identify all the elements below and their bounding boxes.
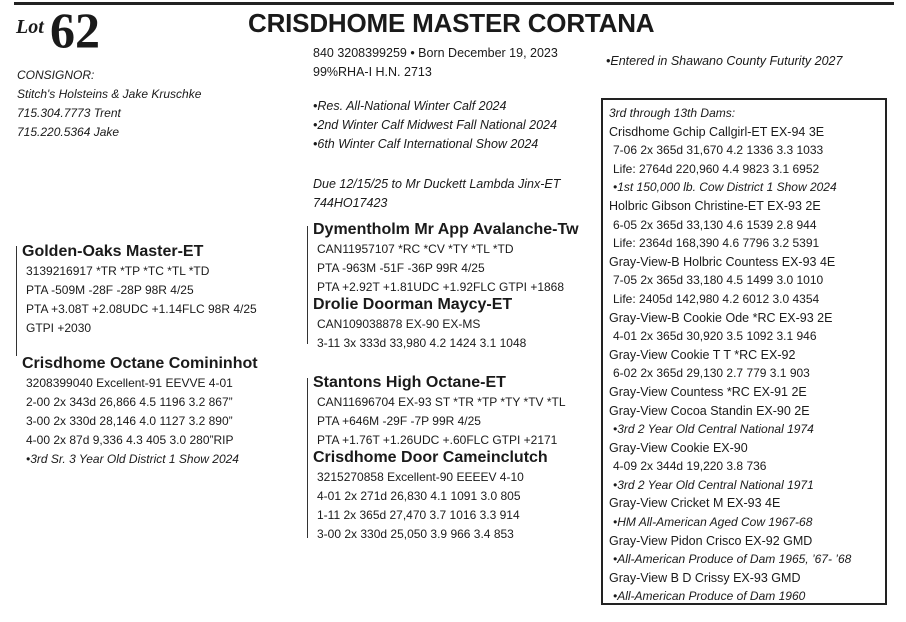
- dam-line: 4-00 2x 87d 9,336 4.3 405 3.0 280”RIP: [26, 433, 234, 447]
- dam-dam-line: 3-00 2x 330d 25,050 3.9 966 3.4 853: [317, 527, 514, 541]
- sire-dam-name: Drolie Doorman Maycy-ET: [313, 296, 513, 313]
- dam-note: •3rd Sr. 3 Year Old District 1 Show 2024: [26, 452, 239, 466]
- ancestor-dam-record: Life: 2364d 168,390 4.6 7796 3.2 5391: [613, 236, 820, 251]
- sire-name: Golden-Oaks Master-ET: [22, 243, 204, 260]
- ancestor-dam-name: Gray-View Pidon Crisco EX-92 GMD: [609, 533, 813, 548]
- sire-line: 3139216917 *TR *TP *TC *TL *TD: [26, 264, 210, 278]
- futurity-note: •Entered in Shawano County Futurity 2027: [606, 54, 843, 68]
- ancestor-dam-name: Gray-View Cocoa Standin EX-90 2E: [609, 403, 810, 418]
- ancestor-dam-record: 6-05 2x 365d 33,130 4.6 1539 2.8 944: [613, 217, 817, 232]
- ancestor-dam-name: Gray-View Cricket M EX-93 4E: [609, 496, 781, 511]
- ancestor-dam-name: Crisdhome Gchip Callgirl-ET EX-94 3E: [609, 124, 825, 139]
- sire-dam-block: [313, 295, 526, 353]
- honors-list: [313, 97, 557, 154]
- dam-line: 2-00 2x 343d 26,866 4.5 1196 3.2 867”: [26, 395, 233, 409]
- sire-line: PTA +3.08T +2.08UDC +1.14FLC 98R 4/25: [26, 302, 257, 316]
- sire-bracket: [16, 246, 17, 356]
- ancestor-dam-record: Life: 2405d 142,980 4.2 6012 3.0 4354: [613, 291, 820, 306]
- ancestor-dam-record: 4-01 2x 365d 30,920 3.5 1092 3.1 946: [613, 329, 817, 344]
- ancestor-dams-list: [609, 104, 851, 606]
- ancestor-dams-header: 3rd through 13th Dams:: [609, 106, 736, 120]
- sire-sire-line: PTA -963M -51F -36P 99R 4/25: [317, 261, 485, 275]
- animal-id-born: 840 3208399259 • Born December 19, 2023: [313, 46, 558, 60]
- honor-item: •6th Winter Calf International Show 2024: [313, 137, 539, 151]
- ancestor-dam-honor: •All-American Produce of Dam 1965, ’67- ’68: [613, 552, 852, 567]
- honor-item: •2nd Winter Calf Midwest Fall National 2024: [313, 118, 557, 132]
- dam-sire-line: PTA +646M -29F -7P 99R 4/25: [317, 414, 481, 428]
- dam-sire-line: PTA +1.76T +1.26UDC +.60FLC GTPI +2171: [317, 433, 558, 447]
- ancestor-dam-name: Gray-View B D Crissy EX-93 GMD: [609, 570, 801, 585]
- sire-line: GTPI +2030: [26, 321, 92, 335]
- sire-sire-name: Dymentholm Mr App Avalanche-Tw: [313, 221, 579, 238]
- sire-dam-line: 3-11 3x 333d 33,980 4.2 1424 3.1 1048: [317, 336, 527, 350]
- consignor-phone-trent: 715.304.7773 Trent: [17, 106, 121, 120]
- dam-dam-line: 4-01 2x 271d 26,830 4.1 1091 3.0 805: [317, 489, 521, 503]
- dam-block: [22, 354, 258, 469]
- ancestor-dam-honor: •3rd 2 Year Old Central National 1971: [613, 477, 814, 492]
- top-rule: [14, 2, 894, 5]
- dam-dam-name: Crisdhome Door Cameinclutch: [313, 449, 548, 466]
- ancestor-dam-honor: •3rd 2 Year Old Central National 1974: [613, 422, 814, 437]
- sire-block: [22, 242, 257, 338]
- sire-dam-line: CAN109038878 EX-90 EX-MS: [317, 317, 481, 331]
- dam-sire-name: Stantons High Octane-ET: [313, 374, 506, 391]
- due-date: Due 12/15/25 to Mr Duckett Lambda Jinx-ET: [313, 177, 561, 191]
- animal-id-block: [313, 44, 558, 82]
- ancestor-dam-record: 7-05 2x 365d 33,180 4.5 1499 3.0 1010: [613, 273, 824, 288]
- ancestor-dam-honor: •HM All-American Aged Cow 1967-68: [613, 515, 813, 530]
- ancestor-dam-record: 6-02 2x 365d 29,130 2.7 779 3.1 903: [613, 366, 810, 381]
- dam-line: 3-00 2x 330d 28,146 4.0 1127 3.2 890”: [26, 414, 233, 428]
- animal-title: CRISDHOME MASTER CORTANA: [248, 8, 655, 38]
- dam-sire-block: [313, 373, 566, 450]
- dam-dam-block: [313, 448, 548, 544]
- ancestor-dam-record: Life: 2764d 220,960 4.4 9823 3.1 6952: [613, 161, 820, 176]
- ancestor-dam-name: Holbric Gibson Christine-ET EX-93 2E: [609, 198, 821, 213]
- sire-sire-block: [313, 220, 579, 297]
- animal-rha: 99%RHA-I H.N. 2713: [313, 65, 432, 79]
- due-code: 744HO17423: [313, 196, 388, 210]
- ancestor-dam-honor: •All-American Produce of Dam 1960: [613, 589, 806, 604]
- lot-label: Lot: [16, 16, 44, 38]
- dam-sire-line: CAN11696704 EX-93 ST *TR *TP *TY *TV *TL: [317, 395, 566, 409]
- ancestor-dam-name: Gray-View Cookie EX-90: [609, 440, 748, 455]
- consignor-phone-jake: 715.220.5364 Jake: [17, 125, 120, 139]
- honor-item: •Res. All-National Winter Calf 2024: [313, 99, 507, 113]
- dam-dam-line: 1-11 2x 365d 27,470 3.7 1016 3.3 914: [317, 508, 520, 522]
- lot-number: 62: [50, 2, 100, 58]
- ancestor-dam-record: 7-06 2x 365d 31,670 4.2 1336 3.3 1033: [613, 143, 824, 158]
- ancestor-dam-name: Gray-View-B Holbric Countess EX-93 4E: [609, 254, 836, 269]
- consignor-label: CONSIGNOR:: [17, 68, 95, 82]
- consignor-block: [17, 66, 201, 142]
- due-block: [313, 175, 560, 213]
- sire-sire-line: PTA +2.92T +1.81UDC +1.92FLC GTPI +1868: [317, 280, 565, 294]
- dam-sire-bracket: [307, 378, 308, 538]
- dam-dam-line: 3215270858 Excellent-90 EEEEV 4-10: [317, 470, 524, 484]
- ancestor-dam-name: Gray-View-B Cookie Ode *RC EX-93 2E: [609, 310, 833, 325]
- ancestor-dam-record: 4-09 2x 344d 19,220 3.8 736: [613, 459, 767, 474]
- sire-line: PTA -509M -28F -28P 98R 4/25: [26, 283, 194, 297]
- sire-sire-bracket: [307, 226, 308, 344]
- consignor-names: Stitch's Holsteins & Jake Kruschke: [17, 87, 202, 101]
- dam-line: 3208399040 Excellent-91 EEVVE 4-01: [26, 376, 233, 390]
- dam-name: Crisdhome Octane Comininhot: [22, 355, 258, 372]
- ancestor-dams-box: [601, 98, 887, 605]
- ancestor-dam-honor: •1st 150,000 lb. Cow District 1 Show 2024: [613, 180, 837, 195]
- sire-sire-line: CAN11957107 *RC *CV *TY *TL *TD: [317, 242, 514, 256]
- ancestor-dam-name: Gray-View Cookie T T *RC EX-92: [609, 347, 796, 362]
- ancestor-dam-name: Gray-View Countess *RC EX-91 2E: [609, 384, 807, 399]
